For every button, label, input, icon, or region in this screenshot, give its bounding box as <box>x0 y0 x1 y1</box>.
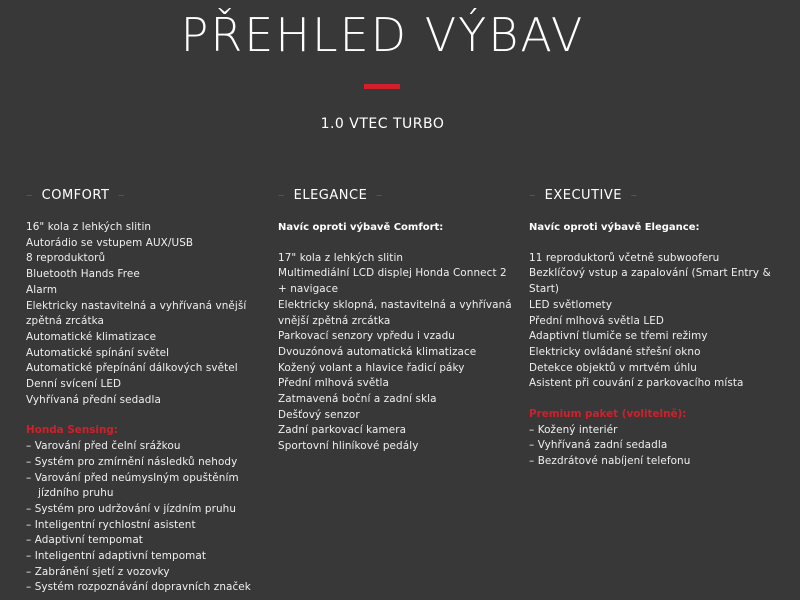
heading-dash-left: – <box>278 188 285 203</box>
honda-sensing-list <box>26 439 266 596</box>
list-item: – Varování před čelní srážkou <box>26 440 181 453</box>
list-item: Vyhřívaná přední sedadla <box>26 393 161 406</box>
list-item: Elektricky nastavitelná a vyhřívaná vnější zpětná zrcátka <box>26 299 247 328</box>
list-item: Adaptivní tlumiče se třemi režimy <box>529 330 708 343</box>
heading-dash-right: – <box>375 188 383 203</box>
list-item: – Varování před neúmyslným opuštěním jízdního pruhu <box>26 471 239 500</box>
list-item: Automatické spínání světel <box>26 346 170 359</box>
title-accent-bar <box>364 84 400 89</box>
list-item: Automatické klimatizace <box>26 330 157 343</box>
list-item: – Bezdrátové nabíjení telefonu <box>529 455 691 468</box>
list-item: Alarm <box>26 283 58 296</box>
list-item: 16" kola z lehkých slitin <box>26 221 152 233</box>
list-item: Automatické přepínání dálkových světel <box>26 362 238 375</box>
heading-dash-right: – <box>118 188 126 203</box>
column-elegance <box>278 186 512 455</box>
list-item: – Kožený interiér <box>529 423 618 436</box>
column-heading-elegance <box>278 186 512 206</box>
list-item: – Systém pro udržování v jízdním pruhu <box>26 502 236 515</box>
list-item: – Inteligentní adaptivní tempomat <box>26 550 207 563</box>
heading-label: COMFORT <box>41 188 110 203</box>
list-item: Autorádio se vstupem AUX/USB <box>26 236 194 249</box>
list-item: – Systém rozpoznávání dopravních značek <box>26 581 251 594</box>
column-heading-comfort <box>26 186 266 206</box>
list-item: – Vyhřívaná zadní sedadla <box>529 439 668 452</box>
list-item: Sportovní hliníkové pedály <box>278 440 419 453</box>
page-title: PŘEHLED VÝBAV <box>180 8 585 62</box>
list-item: – Adaptivní tempomat <box>26 534 143 547</box>
feature-list-executive <box>529 220 779 392</box>
premium-package-title: Premium paket (volitelně): <box>529 408 687 421</box>
engine-subtitle: 1.0 VTEC TURBO <box>320 116 445 132</box>
list-item: Denní svícení LED <box>26 378 122 391</box>
list-item: 17" kola z lehkých slitin <box>278 251 404 264</box>
column-intro: Navíc oproti výbavě Elegance: <box>529 222 700 233</box>
list-item: Elektricky sklopná, nastavitelná a vyhřívaná vnější zpětná zrcátka <box>278 298 512 327</box>
list-item: Asistent při couvání z parkovacího místa <box>529 377 744 390</box>
heading-label: EXECUTIVE <box>544 188 622 203</box>
list-item: 8 reproduktorů <box>26 252 106 265</box>
list-item: Detekce objektů v mrtvém úhlu <box>529 361 697 374</box>
list-item: – Inteligentní rychlostní asistent <box>26 518 196 531</box>
list-item: Bezklíčový vstup a zapalování (Smart Entry & Start) <box>529 267 771 296</box>
list-item: – Systém pro zmírnění následků nehody <box>26 455 238 468</box>
column-intro: Navíc oproti výbavě Comfort: <box>278 222 444 233</box>
list-item: Dvouzónová automatická klimatizace <box>278 345 477 358</box>
list-item: Multimediální LCD displej Honda Connect 2 + navigace <box>278 267 507 296</box>
column-executive <box>529 186 779 470</box>
heading-dash-left: – <box>529 188 536 203</box>
feature-list-comfort <box>26 220 266 408</box>
list-item: Kožený volant a hlavice řadicí páky <box>278 361 465 374</box>
column-comfort <box>26 186 266 596</box>
column-heading-executive <box>529 186 779 206</box>
list-item: Parkovací senzory vpředu i vzadu <box>278 330 455 343</box>
list-item: LED světlomety <box>529 298 613 311</box>
list-item: Elektricky ovládané střešní okno <box>529 345 701 358</box>
list-item: – Zabránění sjetí z vozovky <box>26 565 170 578</box>
heading-label: ELEGANCE <box>293 188 368 203</box>
list-item: Bluetooth Hands Free <box>26 268 140 281</box>
list-item: Zadní parkovací kamera <box>278 424 407 437</box>
list-item: Přední mlhová světla <box>278 377 389 390</box>
list-item: Dešťový senzor <box>278 408 360 421</box>
premium-package-list <box>529 423 779 470</box>
heading-dash-left: – <box>26 188 33 203</box>
list-item: Přední mlhová světla LED <box>529 314 665 327</box>
honda-sensing-title: Honda Sensing: <box>26 424 118 437</box>
feature-list-elegance <box>278 220 512 455</box>
list-item: 11 reproduktorů včetně subwooferu <box>529 251 720 264</box>
heading-dash-right: – <box>630 188 638 203</box>
list-item: Zatmavená boční a zadní skla <box>278 393 437 406</box>
